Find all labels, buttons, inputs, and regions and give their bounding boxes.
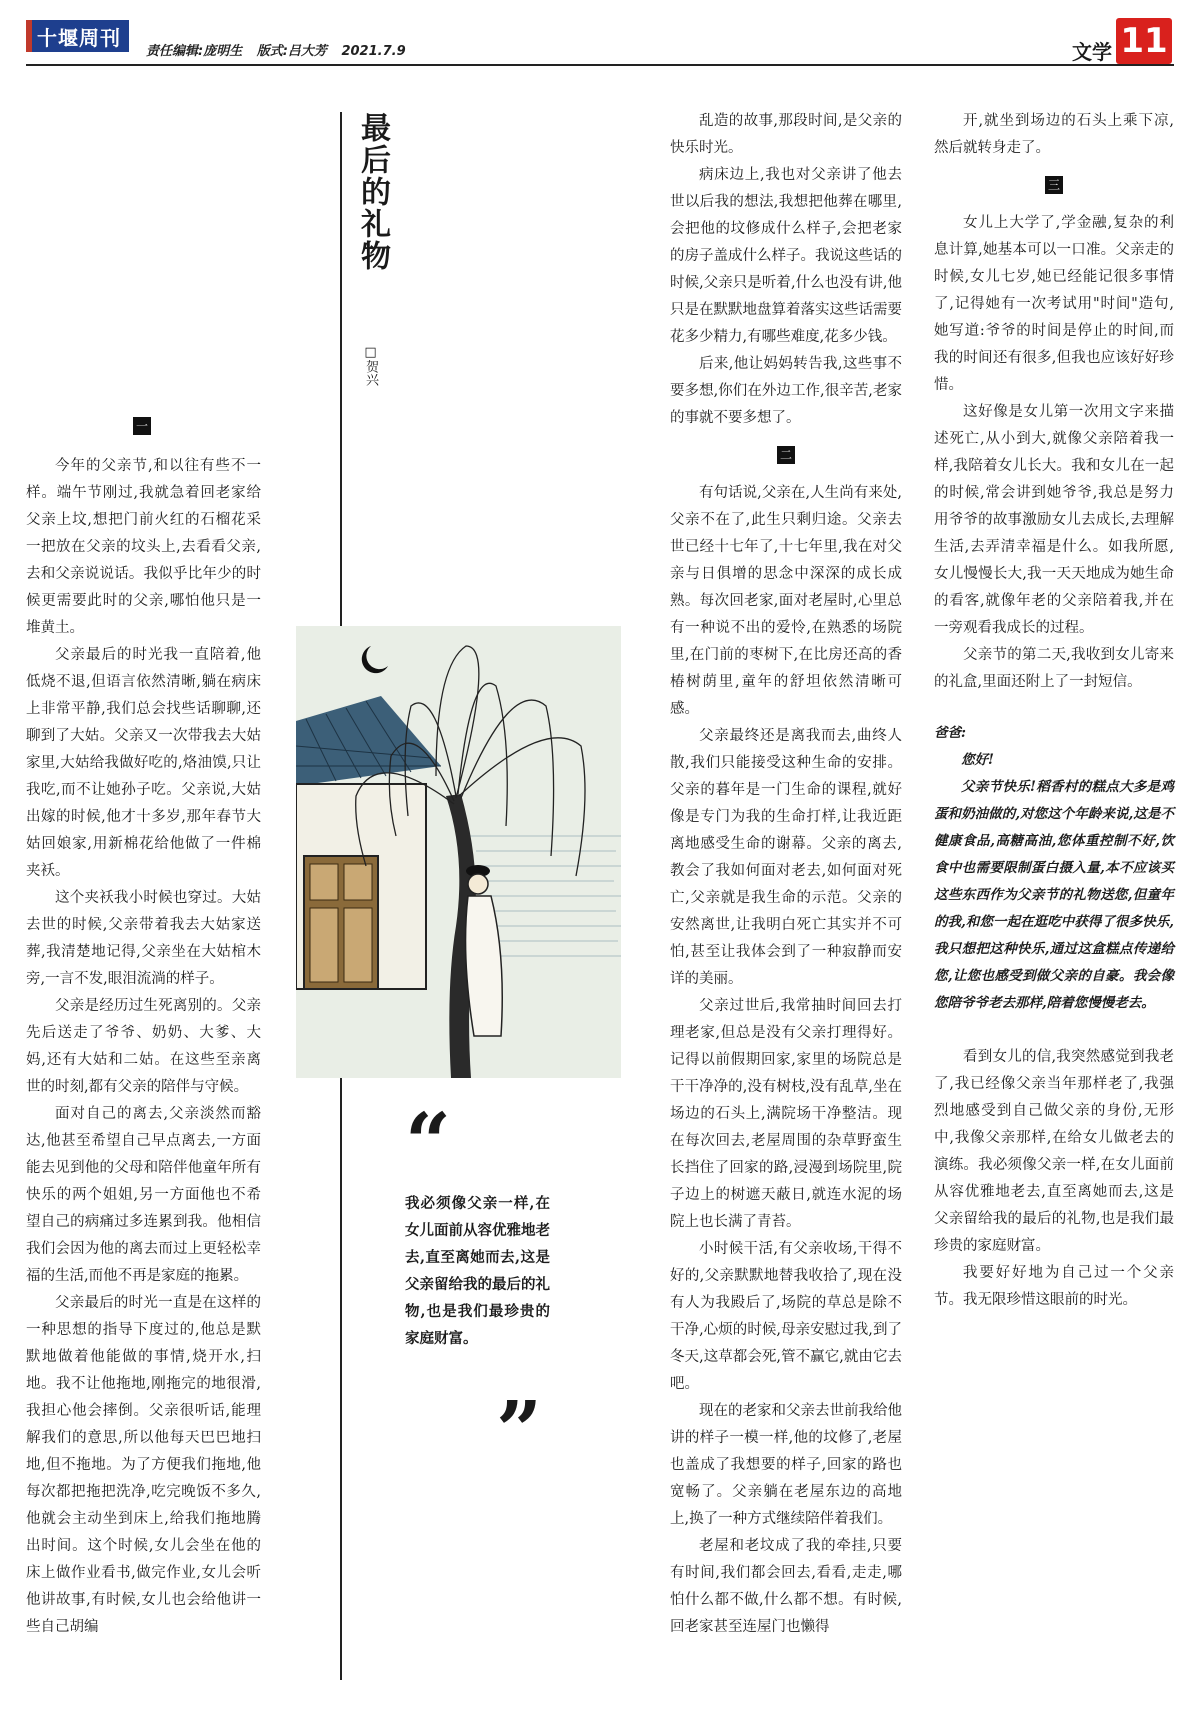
letter-greeting: 您好! (961, 752, 994, 768)
paragraph: 父亲节的第二天,我收到女儿寄来的礼盒,里面还附上了一封短信。 (934, 647, 1174, 690)
paragraph: 父亲是经历过生死离别的。父亲先后送走了爷爷、奶奶、大爹、大妈,还有大姑和二姑。在这些至亲离世的时刻,都有父亲的陪伴与守候。 (26, 998, 261, 1095)
paragraph: 后来,他让妈妈转告我,这些事不要多想,你们在外边工作,很辛苦,老家的事就不要多想了。 (670, 356, 902, 426)
column-4 (934, 108, 1174, 1314)
daughter-letter (934, 720, 1174, 1017)
quote-open-mark: “ (405, 1095, 452, 1189)
paragraph: 这个夹袄我小时候也穿过。大姑去世的时候,父亲带着我去大姑家送葬,我清楚地记得,父亲坐在大姑棺木旁,一言不发,眼泪流淌的样子。 (26, 890, 261, 987)
column-1 (26, 453, 261, 1641)
paragraph: 女儿上大学了,学金融,复杂的利息计算,她基本可以一口准。父亲走的时候,女儿七岁,她已经能记很多事情了,记得她有一次考试用"时间"造句,她写道:爷爷的时间是停止的时间,而我的时间还有很多,但我也应该好好珍惜。 (934, 215, 1174, 393)
paragraph: 现在的老家和父亲去世前我给他讲的样子一模一样,他的坟修了,老屋也盖成了我想要的样子,回家的路也宽畅了。父亲躺在老屋东边的高地上,换了一种方式继续陪伴着我们。 (670, 1403, 902, 1527)
paragraph: 父亲最后的时光我一直陪着,他低烧不退,但语言依然清晰,躺在病床上非常平静,我们总会找些话聊聊,还聊到了大姑。父亲又一次带我去大姑家里,大姑给我做好吃的,烙油馍,只让我吃,而不让她孙子吃。父亲说,大姑出嫁的时候,他才十多岁,那年春节大姑回娘家,用新棉花给他做了一件棉夹袄。 (26, 647, 261, 879)
paragraph: 面对自己的离去,父亲淡然而豁达,他甚至希望自己早点离去,一方面能去见到他的父母和陪伴他童年所有快乐的两个姐姐,另一方面他也不希望自己的病痛过多连累到我。他相信我们会因为他的离去而过上更轻松幸福的生活,而他不再是家庭的拖累。 (26, 1106, 261, 1284)
section-mark-1: 一 (133, 417, 151, 435)
paragraph: 乱造的故事,那段时间,是父亲的快乐时光。 (670, 113, 902, 156)
article-title: 最后的礼物 (355, 112, 390, 272)
issue-date: 2021.7.9 (341, 44, 406, 59)
paragraph: 开,就坐到场边的石头上乘下凉,然后就转身走了。 (934, 113, 1174, 156)
paragraph: 这好像是女儿第一次用文字来描述死亡,从小到大,就像父亲陪着我一样,我陪着女儿长大。我和女儿在一起的时候,常会讲到她爷爷,我总是努力用爷爷的故事激励女儿去成长,去理解生活,去弄清幸福是什么。如我所愿,女儿慢慢长大,我一天天地成为她生命的看客,就像年老的父亲陪着我,并在一旁观看我成长的过程。 (934, 404, 1174, 636)
paragraph: 小时候干活,有父亲收场,干得不好的,父亲默默地替我收拾了,现在没有人为我殿后了,场院的草总是除不干净,心烦的时候,母亲安慰过我,到了冬天,这草都会死,管不赢它,就由它去吧。 (670, 1241, 902, 1392)
section-mark-2: 二 (670, 446, 902, 464)
masthead-stripe (26, 20, 32, 52)
quote-close-mark: ” (496, 1383, 543, 1477)
spacer (934, 1017, 1174, 1044)
editor-credit: 责任编辑:庞明生 (146, 44, 243, 59)
paragraph: 父亲最终还是离我而去,曲终人散,我们只能接受这种生命的安排。父亲的暮年是一门生命的课程,就好像是专门为我的生命打样,让我近距离地感受生命的谢幕。父亲的离去,教会了我如何面对老去,如何面对死亡,父亲就是我生命的示范。父亲的安然离世,让我明白死亡其实并不可怕,甚至让我体会到了一种寂静而安详的美丽。 (670, 728, 902, 987)
layout-credit: 版式:吕大芳 (256, 44, 327, 59)
masthead-name: 十堰周刊 (37, 25, 121, 50)
ink-illustration (296, 626, 621, 1078)
paragraph: 父亲过世后,我常抽时间回去打理老家,但总是没有父亲打理得好。记得以前假期回家,家里的场院总是干干净净的,没有树枝,没有乱草,坐在场边的石头上,满院场干净整洁。现在每次回去,老屋周围的杂草野蛮生长挡住了回家的路,浸漫到场院里,院子边上的树遮天蔽日,就连水泥的场院上也长满了青苔。 (670, 998, 902, 1230)
paragraph: 父亲最后的时光一直是在这样的一种思想的指导下度过的,他总是默默地做着他能做的事情,烧开水,扫地。我不让他拖地,刚拖完的地很滑,我担心他会摔倒。父亲很听话,能理解我们的意思,所以他每天巴巴地扫地,但不拖地。为了方便我们拖地,他每次都把拖把洗净,吃完晚饭不多久,他就会主动坐到床上,给我们拖地腾出时间。这个时候,女儿会坐在他的床上做作业看书,做完作业,女儿会听他讲故事,有时候,女儿也会给他讲一些自己胡编 (26, 1295, 261, 1635)
section-label: 文学 (1072, 40, 1112, 64)
article-byline: □贺兴 (363, 345, 378, 386)
paragraph: 看到女儿的信,我突然感觉到我老了,我已经像父亲当年那样老了,我强烈地感受到自己做父亲的身份,无形中,我像父亲那样,在给女儿做老去的演练。我必须像父亲一样,在女儿面前从容优雅地老去,直至离她而去,这是父亲留给我的最后的礼物,也是我们最珍贵的家庭财富。 (934, 1049, 1174, 1254)
header-rule (26, 64, 1174, 66)
paragraph: 今年的父亲节,和以往有些不一样。端午节刚过,我就急着回老家给父亲上坟,想把门前火红的石榴花采一把放在父亲的坟头上,去看看父亲,去和父亲说说话。我似乎比年少的时候更需要此时的父亲,哪怕他只是一堆黄土。 (26, 458, 261, 636)
paragraph: 我要好好地为自己过一个父亲节。我无限珍惜这眼前的时光。 (934, 1265, 1174, 1308)
masthead-logo (26, 20, 129, 52)
section-mark-3: 三 (934, 176, 1174, 194)
page-number-badge: 11 (1116, 18, 1172, 64)
letter-body: 父亲节快乐!稻香村的糕点大多是鸡蛋和奶油做的,对您这个年龄来说,这是不健康食品,高糖高油,您体重控制不好,饮食中也需要限制蛋白摄入量,本不应该买这些东西作为父亲节的礼物送您,但童年的我,和您一起在逛吃中获得了很多快乐,我只想把这种快乐,通过这盒糕点传递给您,让您也感受到做父亲的自豪。我会像您陪爷爷老去那样,陪着您慢慢老去。 (934, 779, 1174, 1011)
letter-salutation: 爸爸: (934, 725, 966, 741)
credits-line (146, 40, 416, 59)
column-3 (670, 108, 902, 1641)
paragraph: 病床边上,我也对父亲讲了他去世以后我的想法,我想把他葬在哪里,会把他的坟修成什么样子,会把老家的房子盖成什么样子。我说这些话的时候,父亲只是听着,什么也没有讲,他只是在默默地盘算着落实这些话需要花多少精力,有哪些难度,花多少钱。 (670, 167, 902, 345)
paragraph: 老屋和老坟成了我的牵挂,只要有时间,我们都会回去,看看,走走,哪怕什么都不做,什么都不想。有时候,回老家甚至连屋门也懒得 (670, 1538, 902, 1635)
paragraph: 有句话说,父亲在,人生尚有来处,父亲不在了,此生只剩归途。父亲去世已经十七年了,十七年里,我在对父亲与日俱增的思念中深深的成长成熟。每次回老家,面对老屋时,心里总有一种说不出的爱怜,在熟悉的场院里,在门前的枣树下,在比房还高的香椿树荫里,童年的舒坦依然清晰可感。 (670, 485, 902, 717)
pull-quote: 我必须像父亲一样,在女儿面前从容优雅地老去,直至离她而去,这是父亲留给我的最后的礼物,也是我们最珍贵的家庭财富。 (405, 1195, 550, 1347)
